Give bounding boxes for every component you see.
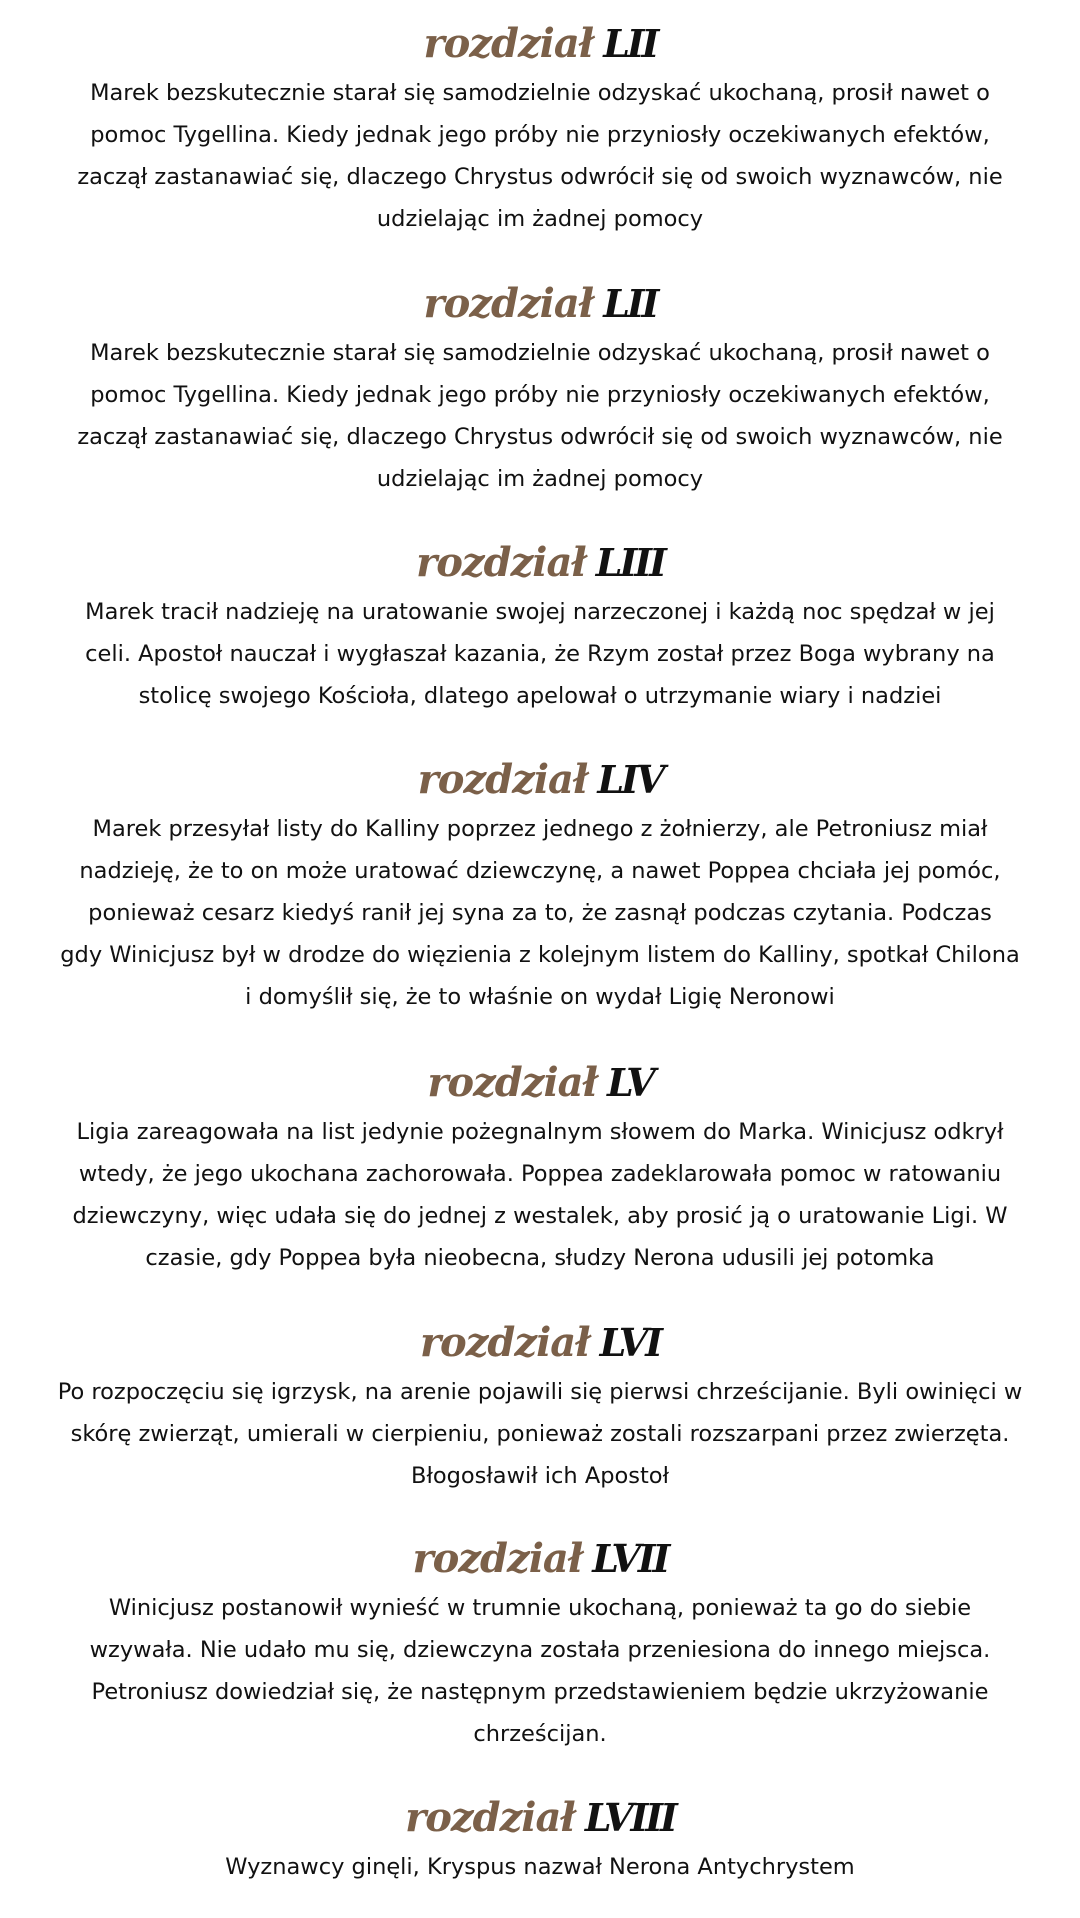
chapter-label: rozdział	[412, 1535, 583, 1582]
chapter-number: LIII	[595, 540, 664, 585]
chapter-label: rozdział	[419, 1319, 590, 1366]
chapter-heading	[0, 1531, 1080, 1587]
chapter-number: LII	[603, 21, 657, 66]
chapter-heading	[0, 1790, 1080, 1846]
chapter-label: rozdział	[427, 1059, 597, 1106]
chapter-number: LV	[606, 1060, 653, 1105]
chapter-summary: Marek bezskutecznie starał się samodzielnie odzyskać ukochaną, prosił nawet o pomoc Tygellina. Kiedy jednak jego próby nie przyniosły oczekiwanych efektów, zaczął zastanawiać się, dlaczego Chrystus odwrócił się od swoich wyznawców, nie udzielając im żadnej pomocy	[77, 80, 1003, 232]
chapter-52-b	[0, 276, 1080, 500]
chapter-summary: Marek tracił nadzieję na uratowanie swojej narzeczonej i każdą noc spędzał w jej celi. Apostoł nauczał i wygłaszał kazania, że Rzym został przez Boga wybrany na stolicę swojego Kościoła, dlatego apelował o utrzymanie wiary i nadziei	[85, 599, 995, 709]
chapter-heading	[0, 1315, 1080, 1371]
chapter-number: LII	[603, 281, 657, 326]
chapter-heading	[0, 1055, 1080, 1111]
chapter-heading	[0, 276, 1080, 332]
chapter-number: LVIII	[584, 1795, 675, 1840]
chapter-53	[0, 535, 1080, 717]
chapter-summary: Ligia zareagowała na list jedynie pożegnalnym słowem do Marka. Winicjusz odkrył wtedy, że jego ukochana zachorowała. Poppea zadeklarowała pomoc w ratowaniu dziewczyny, więc udała się do jednej z westalek, aby prosić ją o uratowanie Ligi. W czasie, gdy Poppea była nieobecna, słudzy Nerona udusili jej potomka	[72, 1119, 1008, 1271]
chapter-summary: Po rozpoczęciu się igrzysk, na arenie pojawili się pierwsi chrześcijanie. Byli owinięci w skórę zwierząt, umierali w cierpieniu, ponieważ zostali rozszarpani przez zwierzęta. Błogosławił ich Apostoł	[57, 1379, 1023, 1489]
chapter-55	[0, 1055, 1080, 1279]
chapter-label: rozdział	[417, 756, 588, 803]
chapter-label: rozdział	[416, 539, 586, 586]
chapter-number: LVI	[599, 1320, 661, 1365]
chapter-label: rozdział	[423, 20, 594, 67]
chapter-number: LVII	[592, 1536, 668, 1581]
chapter-summary: Wyznawcy ginęli, Kryspus nazwał Nerona Antychrystem	[225, 1854, 855, 1880]
chapter-heading	[0, 752, 1080, 808]
chapter-52-a	[0, 16, 1080, 240]
chapter-summary: Winicjusz postanowił wynieść w trumnie ukochaną, ponieważ ta go do siebie wzywała. Nie udało mu się, dziewczyna została przeniesiona do innego miejsca. Petroniusz dowiedział się, że następnym przedstawieniem będzie ukrzyżowanie chrześcijan.	[89, 1595, 991, 1747]
chapter-label: rozdział	[405, 1794, 575, 1841]
chapter-heading	[0, 535, 1080, 591]
chapter-label: rozdział	[423, 280, 594, 327]
chapter-summary: Marek przesyłał listy do Kalliny poprzez jednego z żołnierzy, ale Petroniusz miał nadzieję, że to on może uratować dziewczynę, a nawet Poppea chciała jej pomóc, ponieważ cesarz kiedyś ranił jej syna za to, że zasnął podczas czytania. Podczas gdy Winicjusz był w drodze do więzienia z kolejnym listem do Kalliny, spotkał Chilona i domyślił się, że to właśnie on wydał Ligię Neronowi	[60, 816, 1020, 1010]
chapter-54	[0, 752, 1080, 1018]
chapter-58	[0, 1790, 1080, 1888]
chapter-57	[0, 1531, 1080, 1755]
chapter-56	[0, 1315, 1080, 1497]
chapter-heading	[0, 16, 1080, 72]
chapter-summary: Marek bezskutecznie starał się samodzielnie odzyskać ukochaną, prosił nawet o pomoc Tygellina. Kiedy jednak jego próby nie przyniosły oczekiwanych efektów, zaczął zastanawiać się, dlaczego Chrystus odwrócił się od swoich wyznawców, nie udzielając im żadnej pomocy	[77, 340, 1003, 492]
chapter-number: LIV	[597, 757, 663, 802]
